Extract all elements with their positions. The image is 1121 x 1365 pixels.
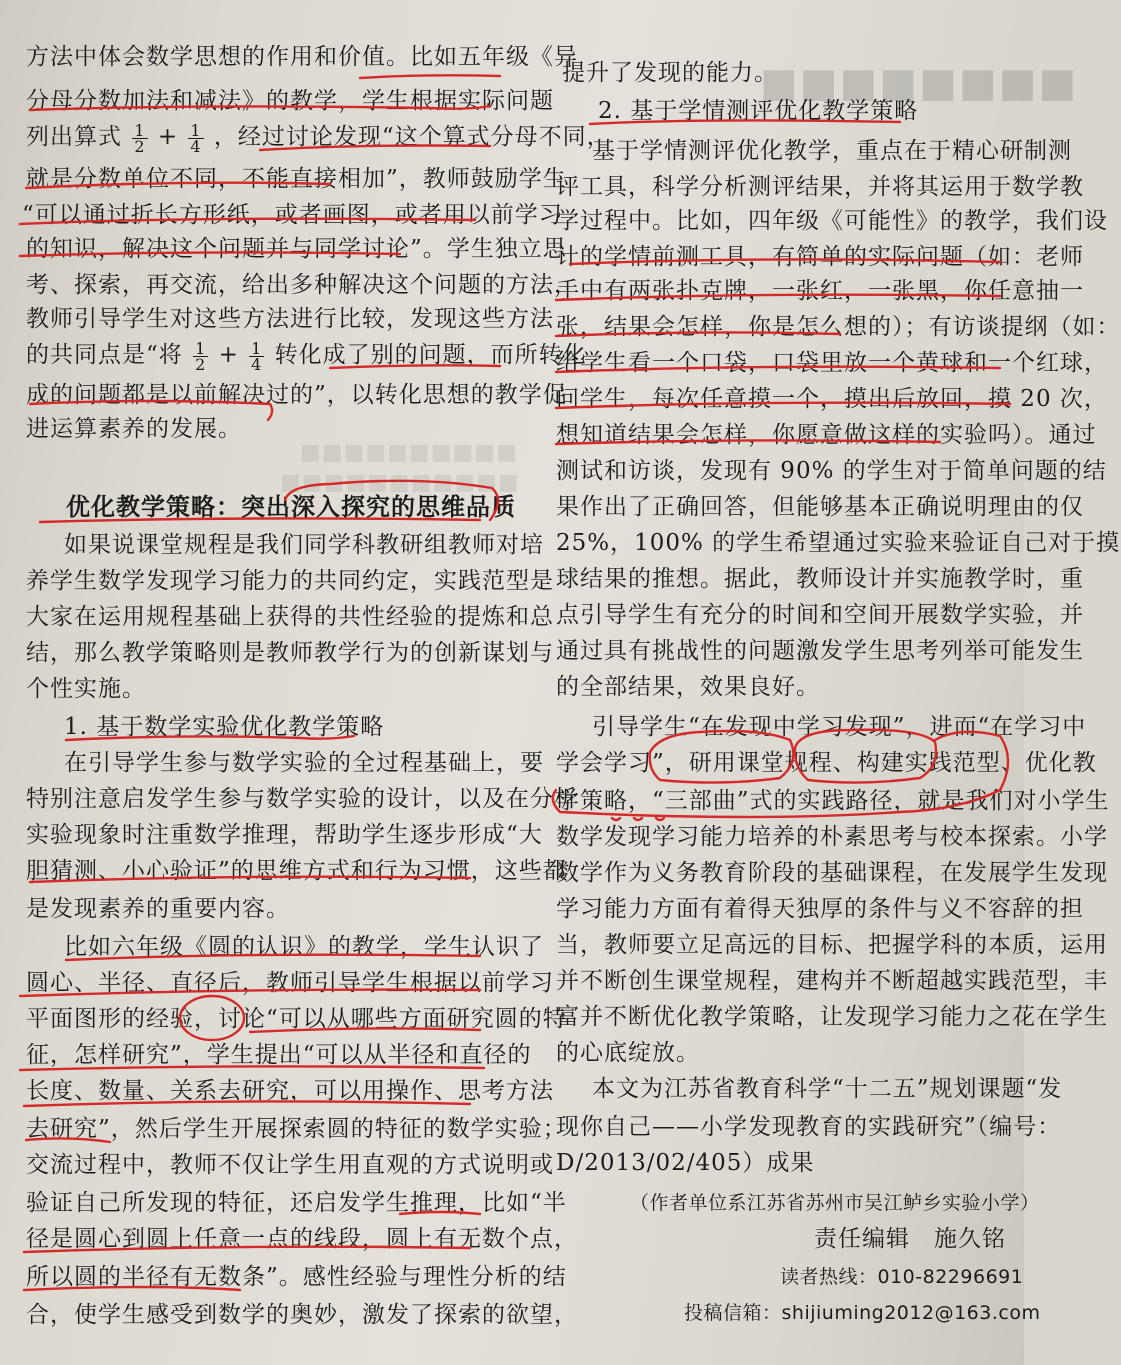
paragraph-line: 数学发现学习能力培养的朴素思考与校本探索。小学 <box>556 824 1108 850</box>
paragraph-line: 并不断创生课堂规程，建构并不断超越实践范型，丰 <box>556 968 1108 994</box>
paragraph-line: 进运算素养的发展。 <box>26 416 242 442</box>
paragraph-line: 是发现素养的重要内容。 <box>26 896 290 922</box>
fraction-one-half: $\frac{1}{2}$ <box>134 120 146 156</box>
paragraph-line-with-formula <box>26 340 587 372</box>
paragraph-line: 的心底绽放。 <box>556 1040 700 1066</box>
paragraph-line: 计的学情前测工具，有简单的实际问题（如：老师 <box>556 244 1084 270</box>
paragraph-line: 评工具，科学分析测评结果，并将其运用于数学教 <box>556 174 1084 200</box>
paragraph-line: 学过程中。比如，四年级《可能性》的教学，我们设 <box>556 208 1108 234</box>
plus-sign: + <box>157 124 179 150</box>
paragraph-line: 测试和访谈，发现有 90% 的学生对于简单问题的结 <box>556 458 1107 484</box>
formula-tail: 转化成了别的问题，而所转化 <box>274 342 587 368</box>
paragraph-line: 验证自己所发现的特征，还启发学生推理，比如“半 <box>26 1190 567 1216</box>
formula-tail: ，经过讨论发现“这个算式分母不同， <box>213 124 611 150</box>
paragraph-line: 教师引导学生对这些方法进行比较，发现这些方法 <box>26 306 554 332</box>
paragraph-line: 25%，100% 的学生希望通过实验来验证自己对于摸 <box>556 530 1121 556</box>
paragraph-line: 如果说课堂规程是我们同学科教研组教师对培 <box>64 532 544 558</box>
paragraph-line: 给学生看一个口袋，口袋里放一个黄球和一个红球， <box>556 350 1108 376</box>
fraction-one-quarter: $\frac{1}{4}$ <box>190 120 202 156</box>
paragraph-line: 的全部结果，效果良好。 <box>556 674 820 700</box>
paragraph-line: 合，使学生感受到数学的奥妙，激发了探索的欲望， <box>26 1302 578 1328</box>
paragraph-line: 个性实施。 <box>26 676 146 702</box>
paragraph-line: D/2013/02/405）成果 <box>556 1150 815 1176</box>
dot-annotation <box>634 818 642 820</box>
paragraph-line: 学策略，“三部曲”式的实践路径，就是我们对小学生 <box>556 788 1110 814</box>
paragraph-line: 所以圆的半径有无数条”。感性经验与理性分析的结 <box>26 1264 567 1290</box>
paragraph-line: 引导学生“在发现中学习发现”，进而“在学习中 <box>592 714 1087 740</box>
paragraph-line: 平面图形的经验，讨论“可以从哪些方面研究圆的特 <box>26 1006 567 1032</box>
submission-email: 投稿信箱：shijiuming2012@163.com <box>684 1302 1041 1324</box>
paragraph-line: 成的问题都是以前解决过的”，以转化思想的教学促 <box>26 382 567 408</box>
paragraph-line: 圆心、半径、直径后，教师引导学生根据以前学习 <box>26 970 554 996</box>
paragraph-line: 数学作为义务教育阶段的基础课程，在发展学生发现 <box>556 860 1108 886</box>
dot-annotation <box>612 818 620 820</box>
section-heading: 优化教学策略：突出深入探究的思维品质 <box>66 493 516 521</box>
paragraph-line: 问学生，每次任意摸一个，摸出后放回，摸 20 次， <box>556 386 1108 412</box>
paragraph-line: 基于学情测评优化教学，重点在于精心研制测 <box>592 138 1072 164</box>
paragraph-line: 大家在运用规程基础上获得的共性经验的提炼和总 <box>26 604 554 630</box>
paragraph-line: 手中有两张扑克牌，一张红，一张黑，你任意抽一 <box>556 278 1084 304</box>
paragraph-line: 养学生数学发现学习能力的共同约定，实践范型是 <box>26 568 554 594</box>
bleed-through-text: ■■■■■■■■■■ <box>300 440 518 465</box>
paragraph-line: 征，怎样研究”，学生提出“可以从半径和直径的 <box>26 1042 532 1068</box>
paragraph-line: 分母分数加法和减法》的教学，学生根据实际问题 <box>26 88 554 114</box>
paragraph-line-with-formula <box>26 122 611 154</box>
paragraph-line: 学会学习”，研用课堂规程、构建实践范型、优化教 <box>556 750 1097 776</box>
paragraph-line: 在引导学生参与数学实验的全过程基础上，要 <box>64 750 544 776</box>
paragraph-line: 富并不断优化教学策略，让发现学习能力之花在学生 <box>556 1004 1108 1030</box>
underline-annotation <box>360 75 500 78</box>
paragraph-line: 特别注意启发学生参与数学实验的设计，以及在分析 <box>26 786 578 812</box>
paragraph-line: 张，结果会怎样，你是怎么想的）；有访谈提纲（如： <box>556 314 1121 340</box>
fraction-one-quarter: $\frac{1}{4}$ <box>251 338 263 374</box>
paragraph-line: 交流过程中，教师不仅让学生用直观的方式说明或 <box>26 1152 554 1178</box>
paragraph-line: 胆猜测、小心验证”的思维方式和行为习惯，这些都 <box>26 858 567 884</box>
bleed-through-title: ■■■■■■■■ <box>760 60 1079 106</box>
paragraph-line: 去研究”，然后学生开展探索圆的特征的数学实验； <box>26 1116 567 1142</box>
paragraph-line: 方法中体会数学思想的作用和价值。比如五年级《异 <box>26 44 578 70</box>
plus-sign: + <box>218 342 239 368</box>
reader-hotline: 读者热线：010-82296691 <box>780 1266 1024 1288</box>
paragraph-line: 点引导学生有充分的时间和空间开展数学实验，并 <box>556 602 1084 628</box>
paragraph-line: 长度、数量、关系去研究，可以用操作、思考方法 <box>26 1078 554 1104</box>
paragraph-line: 考、探索，再交流，给出多种解决这个问题的方法， <box>26 272 578 298</box>
paragraph-line: 想知道结果会怎样，你愿意做这样的实验吗）。通过 <box>556 422 1097 448</box>
editor-credit: 责任编辑 施久铭 <box>814 1226 1006 1252</box>
paragraph-line: 通过具有挑战性的问题激发学生思考列举可能发生 <box>556 638 1084 664</box>
dot-annotation <box>656 818 664 820</box>
paragraph-line: 本文为江苏省教育科学“十二五”规划课题“发 <box>592 1076 1063 1102</box>
paragraph-line: 的知识，解决这个问题并与同学讨论”。学生独立思 <box>26 236 567 262</box>
paragraph-line: 学习能力方面有着得天独厚的条件与义不容辞的担 <box>556 896 1084 922</box>
author-affiliation: （作者单位系江苏省苏州市吴江鲈乡实验小学） <box>630 1192 1040 1214</box>
paragraph-line: 比如六年级《圆的认识》的教学，学生认识了 <box>64 934 544 960</box>
paragraph-line: 当，教师要立足高远的目标、把握学科的本质，运用 <box>556 932 1108 958</box>
paragraph-line: 就是分数单位不同，不能直接相加”，教师鼓励学生 <box>26 166 567 192</box>
bleed-through-text: ■■■■■■■■■■■ <box>280 470 520 495</box>
paragraph-line: 提升了发现的能力。 <box>562 60 778 86</box>
paragraph-line: 果作出了正确回答，但能够基本正确说明理由的仅 <box>556 494 1084 520</box>
fraction-one-half: $\frac{1}{2}$ <box>195 338 207 374</box>
subheading: 1. 基于数学实验优化教学策略 <box>64 714 385 740</box>
formula-lead: 的共同点是“将 <box>26 342 183 368</box>
paragraph-line: “可以通过折长方形纸，或者画图，或者用以前学习 <box>22 202 563 228</box>
paragraph-line: 结，那么教学策略则是教师教学行为的创新谋划与 <box>26 640 554 666</box>
paragraph-line: 径是圆心到圆上任意一点的线段，圆上有无数个点， <box>26 1226 578 1252</box>
formula-lead: 列出算式 <box>26 124 122 150</box>
paragraph-line: 球结果的推想。据此，教师设计并实施教学时，重 <box>556 566 1084 592</box>
paragraph-line: 现你自己——小学发现教育的实践研究”（编号： <box>556 1114 1062 1140</box>
subheading: 2. 基于学情测评优化教学策略 <box>598 98 919 124</box>
paragraph-line: 实验现象时注重数学推理，帮助学生逐步形成“大 <box>26 822 543 848</box>
